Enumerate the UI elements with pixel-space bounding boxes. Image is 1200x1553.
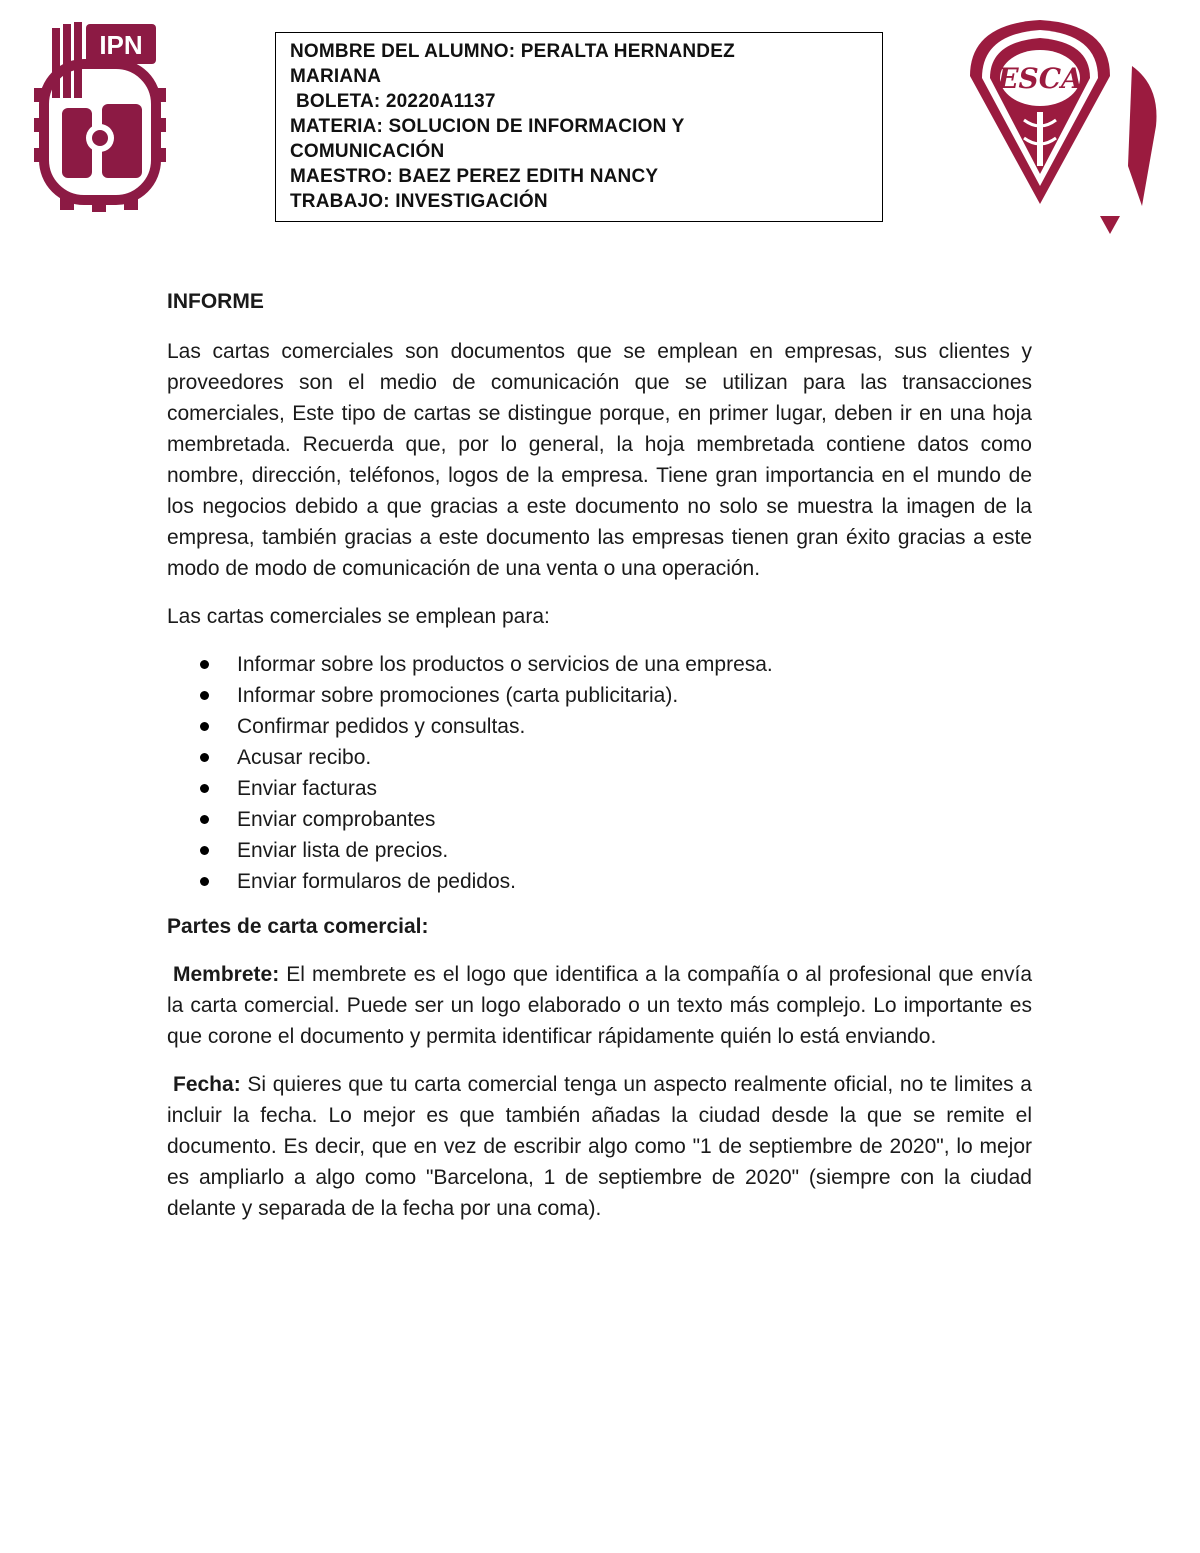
bullet-icon [200, 784, 209, 793]
ipn-logo [30, 18, 170, 216]
header-line-trabajo: TRABAJO: INVESTIGACIÓN [290, 191, 548, 212]
membrete-text: El membrete es el logo que identifica a la compañía o al profesional que envía la carta comercial. Puede ser un logo elaborado o un texto más complejo. Lo importante es que corone el documento y permita identificar rápidamente quién lo está enviando. [167, 963, 1032, 1048]
document-body [167, 288, 1032, 1241]
esca-logo [960, 16, 1160, 236]
uses-list [167, 649, 1032, 897]
esca-logo-text: ESCA [997, 62, 1083, 95]
bullet-icon [200, 691, 209, 700]
fecha-text: Si quieres que tu carta comercial tenga un aspecto realmente oficial, no te limites a incluir la fecha. Lo mejor es que también añadas la ciudad desde la que se remite el documento. Es decir, que en vez de escribir algo como "1 de septiembre de 2020", lo mejor es ampliarlo a algo como "Barcelona, 1 de septiembre de 2020" (siempre con la ciudad delante y separada de la fecha por una coma). [167, 1073, 1032, 1220]
report-title: INFORME [167, 290, 264, 313]
header-line-materia-cont: COMUNICACIÓN [290, 141, 445, 162]
list-item: Enviar comprobantes [167, 804, 1032, 835]
bullet-icon [200, 877, 209, 886]
list-item: Informar sobre promociones (carta publicitaria). [167, 680, 1032, 711]
membrete-label: Membrete: [173, 963, 280, 986]
intro-paragraph: Las cartas comerciales son documentos que se emplean en empresas, sus clientes y proveedores son el medio de comunicación que se utilizan para las transacciones comerciales, Este tipo de cartas se distingue porque, en primer lugar, deben ir en una hoja membretada. Recuerda que, por lo general, la hoja membretada contiene datos como nombre, dirección, teléfonos, logos de la empresa. Tiene gran importancia en el mundo de los negocios debido a que gracias a este documento no solo se muestra la imagen de la empresa, también gracias a este documento las empresas tienen gran éxito gracias a este modo de modo de comunicación de una venta o una operación. [167, 340, 1032, 580]
list-item: Enviar formularos de pedidos. [167, 866, 1032, 897]
list-item: Enviar lista de precios. [167, 835, 1032, 866]
fecha-paragraph [167, 1069, 1032, 1224]
bullet-icon [200, 846, 209, 855]
header-line-name: NOMBRE DEL ALUMNO: PERALTA HERNANDEZ [290, 41, 735, 62]
list-item: Informar sobre los productos o servicios de una empresa. [167, 649, 1032, 680]
parts-title: Partes de carta comercial: [167, 915, 429, 938]
bullet-icon [200, 660, 209, 669]
list-item: Enviar facturas [167, 773, 1032, 804]
header-line-name-cont: MARIANA [290, 66, 382, 87]
header-line-boleta: BOLETA: 20220A1137 [296, 91, 496, 112]
bullet-icon [200, 722, 209, 731]
bullet-icon [200, 815, 209, 824]
membrete-paragraph [167, 959, 1032, 1052]
uses-intro: Las cartas comerciales se emplean para: [167, 605, 550, 628]
ipn-logo-text: IPN [99, 30, 143, 60]
header-line-materia: MATERIA: SOLUCION DE INFORMACION Y [290, 116, 685, 137]
list-item: Confirmar pedidos y consultas. [167, 711, 1032, 742]
student-info-box [275, 32, 883, 222]
header-line-maestro: MAESTRO: BAEZ PEREZ EDITH NANCY [290, 166, 659, 187]
bullet-icon [200, 753, 209, 762]
list-item: Acusar recibo. [167, 742, 1032, 773]
fecha-label: Fecha: [173, 1073, 241, 1096]
